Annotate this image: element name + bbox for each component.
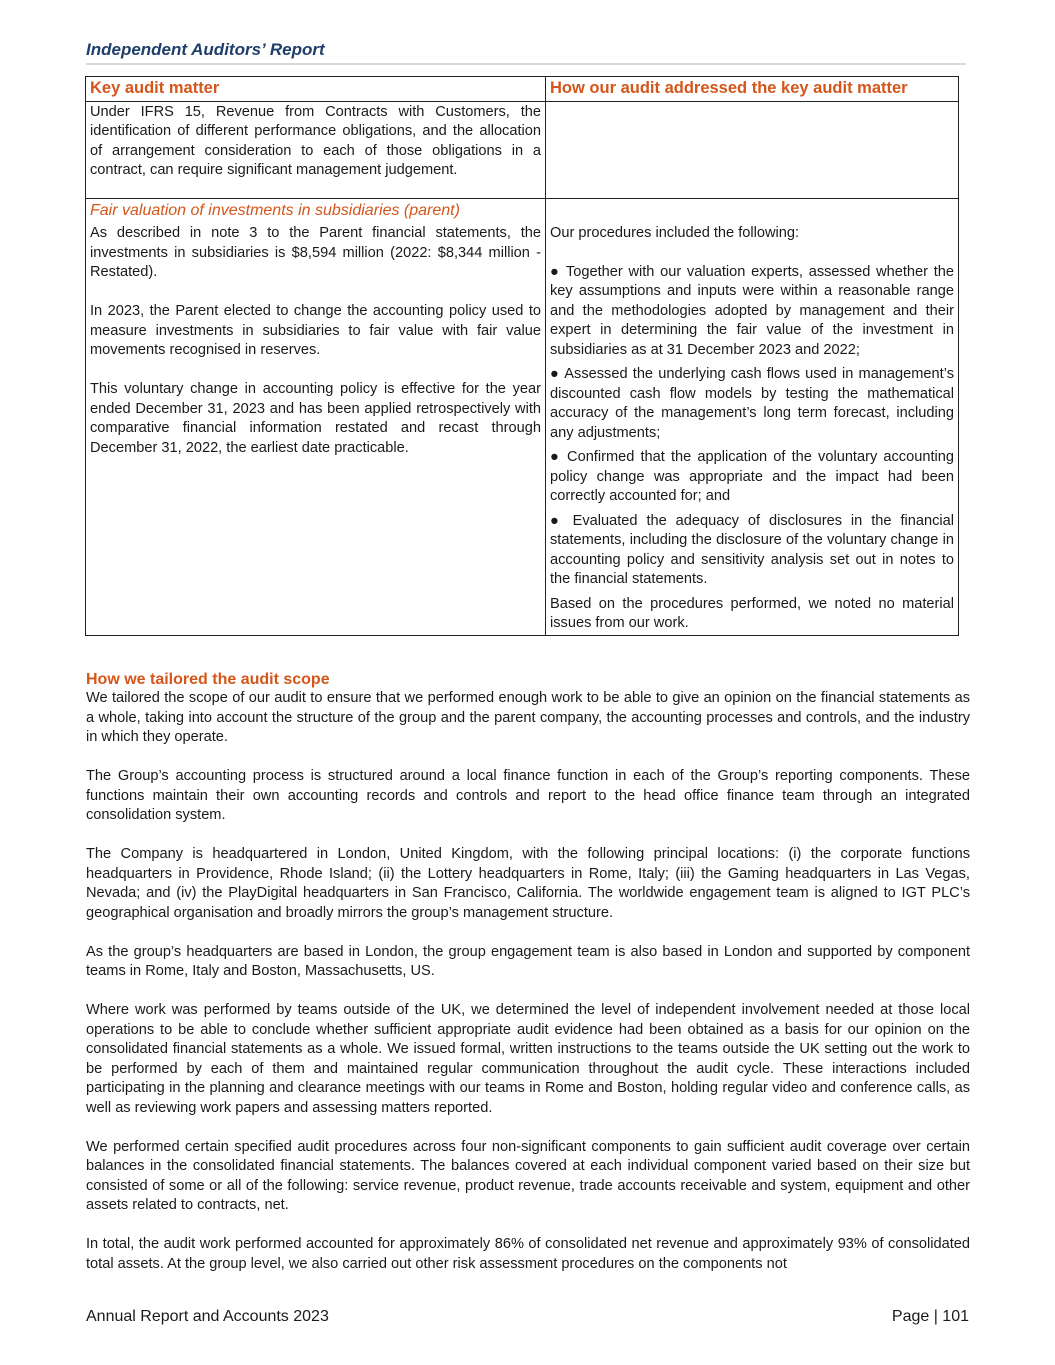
audit-scope-section [86, 670, 970, 1294]
section-heading: How we tailored the audit scope [86, 671, 330, 688]
footer-report-title: Annual Report and Accounts 2023 [86, 1308, 329, 1325]
report-header-title: Independent Auditors’ Report [86, 40, 325, 59]
procedures-intro: Our procedures included the following: [550, 224, 800, 241]
procedures-conclusion: Based on the procedures performed, we noted no material issues from our work. [550, 595, 954, 631]
scope-paragraph: We performed certain specified audit procedures across four non-significant components to gain sufficient audit coverage over certain balances in the consolidated financial statements. The balances covered at each individual component varied based on their size but consisted of some or all of the following: service revenue, product revenue, trade accounts receivable and system, equipment and other assets related to contracts, net. [86, 1138, 970, 1213]
table-header-row [86, 77, 959, 102]
scope-paragraph: The Company is headquartered in London, United Kingdom, with the following principal locations: (i) the corporate functions headquarters in Providence, Rhode Island; (ii) the Lottery headquarters in Rome, Italy; (iii) the Gaming headquarters in Las Vegas, Nevada; and (iv) the PlayDigital headquarters in San Francisco, California. The worldwide engagement team is aligned to IGT PLC’s geographical organisation and broadly mirrors the group’s management structure. [86, 846, 970, 921]
matter-paragraph: As described in note 3 to the Parent financial statements, the investments in subsidiaries is $8,594 million (2022: $8,344 million - Restated). [90, 225, 541, 280]
procedure-bullet: ● Assessed the underlying cash flows used in management’s discounted cash flow models by testing the mathematical accuracy of the management’s long term forecast, including any adjustments; [550, 366, 954, 441]
scope-paragraph: We tailored the scope of our audit to ensure that we performed enough work to be able to give an opinion on the financial statements as a whole, taking into account the structure of the group and the parent company, the accounting processes and controls, and the industry in which they operate. [86, 690, 970, 745]
investments-response-cell [546, 198, 959, 635]
procedure-bullet: ● Evaluated the adequacy of disclosures in the financial statements, including the disclosure of the voluntary change in accounting policy and sensitivity analysis set out in notes to the financial statements. [550, 512, 954, 587]
table-row [86, 101, 959, 198]
revenue-matter-cell: Under IFRS 15, Revenue from Contracts with Customers, the identification of different performance obligations, and the allocation of arrangement consideration to each of those obligations in a contract, can require significant management judgement. [86, 101, 546, 198]
table-row [86, 198, 959, 635]
revenue-response-cell [546, 101, 959, 198]
column-header-how-addressed: How our audit addressed the key audit matter [546, 77, 959, 102]
scope-paragraph: In total, the audit work performed accounted for approximately 86% of consolidated net revenue and approximately 93% of consolidated total assets. At the group level, we also carried out other risk assessment procedures on the components not [86, 1236, 970, 1272]
matter-subtitle: Fair valuation of investments in subsidiaries (parent) [90, 201, 460, 219]
procedure-bullet: ● Together with our valuation experts, assessed whether the key assumptions and inputs were within a reasonable range and the methodologies adopted by management and their expert in determining the fair value of the investment in subsidiaries as at 31 December 2023 and 2022; [550, 263, 954, 358]
matter-paragraph: This voluntary change in accounting policy is effective for the year ended December 31, 2023 and has been applied retrospectively with comparative financial information restated and recast through December 31, 2022, the earliest date practicable. [90, 381, 541, 456]
header-divider [86, 63, 966, 65]
matter-paragraph: In 2023, the Parent elected to change the accounting policy used to measure investments in subsidiaries to fair value with fair value movements recognised in reserves. [90, 303, 541, 358]
investments-matter-cell [86, 198, 546, 635]
column-header-key-audit-matter: Key audit matter [86, 77, 546, 102]
scope-paragraph: As the group’s headquarters are based in London, the group engagement team is also based in London and supported by component teams in Rome, Italy and Boston, Massachusetts, US. [86, 943, 970, 979]
key-audit-matters-table [85, 76, 959, 636]
footer-page-number: Page | 101 [891, 1308, 969, 1325]
procedure-bullet: ● Confirmed that the application of the voluntary accounting policy change was appropriate and the impact had been correctly accounted for; and [550, 449, 954, 504]
scope-paragraph: Where work was performed by teams outside of the UK, we determined the level of independent involvement needed at those local operations to be able to conclude whether sufficient appropriate audit evidence had been obtained as a basis for our opinion on the consolidated financial statements as a whole. We issued formal, written instructions to the teams outside the UK setting out the work to be performed by each of them and maintained regular communication throughout the audit cycle. These interactions included participating in the planning and clearance meetings with our teams in Rome and Boston, holding regular video and conference calls, as well as reviewing work papers and assessing matters reported. [86, 1002, 970, 1116]
scope-paragraph: The Group’s accounting process is structured around a local finance function in each of the Group’s reporting components. These functions maintain their own accounting records and controls and report to the head office finance team through an integrated consolidation system. [86, 768, 970, 823]
